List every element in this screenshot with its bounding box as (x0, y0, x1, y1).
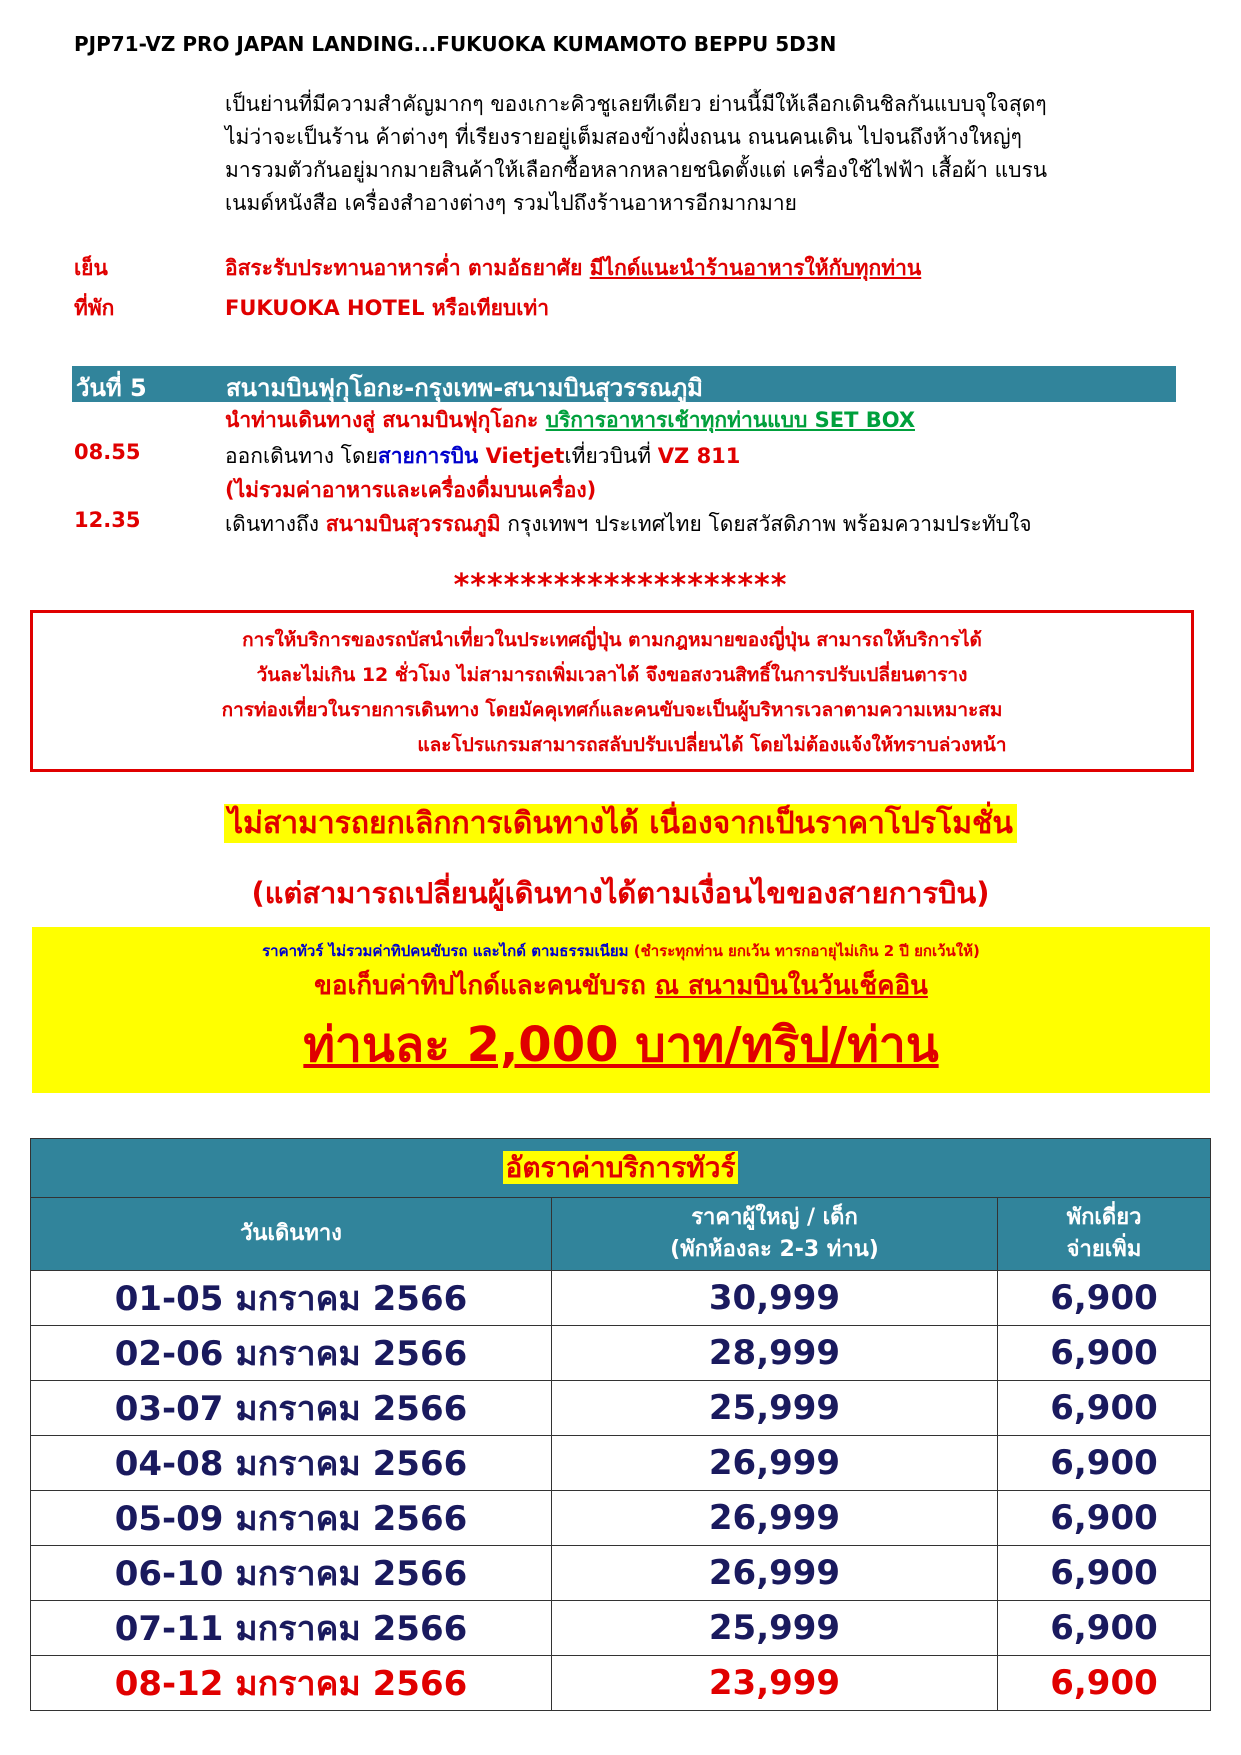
tip-collect (32, 965, 1210, 1006)
table-row (31, 1546, 1211, 1601)
col-header-single-1: พักเดี่ยว (1066, 1205, 1142, 1230)
row-price: 26,999 (552, 1546, 998, 1601)
day5-transfer-line (225, 404, 915, 437)
flight-text-a: ออกเดินทาง โดย (225, 444, 378, 468)
airline-label: สายการบิน (377, 444, 486, 468)
dinner-label: เย็น (74, 256, 108, 280)
tip-box (32, 927, 1210, 1093)
table-row-highlighted (31, 1656, 1211, 1711)
day5-number: วันที่ 5 (76, 374, 147, 402)
hotel-text: FUKUOKA HOTEL หรือเทียบเท่า (225, 296, 550, 320)
notice-line: การท่องเที่ยวในรายการเดินทาง โดยมัคคุเทศก์และคนขับจะเป็นผู้บริหารเวลาตามความเหมาะสม (221, 699, 1003, 721)
notice-line: และโปรแกรมสามารถสลับปรับเปลี่ยนได้ โดยไม่ต้องแจ้งให้ทราบล่วงหน้า (417, 734, 1007, 756)
row-price: 26,999 (552, 1491, 998, 1546)
row-date: 05-09 มกราคม 2566 (31, 1491, 552, 1546)
tip-amount: ท่านละ 2,000 บาท/ทริป/ท่าน (303, 1017, 939, 1073)
row-date: 06-10 มกราคม 2566 (31, 1546, 552, 1601)
arrive-time: 12.35 (74, 508, 141, 532)
change-policy: (แต่สามารถเปลี่ยนผู้เดินทางได้ตามเงื่อนไขของสายการบิน) (251, 876, 990, 910)
row-date: 02-06 มกราคม 2566 (31, 1326, 552, 1381)
stars-divider: ******************** (453, 568, 788, 603)
tip-note (32, 939, 1210, 963)
col-header-single-2: จ่ายเพิ่ม (1066, 1237, 1142, 1262)
hotel-label: ที่พัก (74, 296, 115, 320)
arrive-text-a: เดินทางถึง (225, 512, 326, 536)
price-table-title-text: อัตราค่าบริการทัวร์ (503, 1151, 739, 1184)
row-date: 08-12 มกราคม 2566 (31, 1656, 552, 1711)
row-single: 6,900 (998, 1491, 1211, 1546)
breakfast-text: บริการอาหารเช้าทุกท่านแบบ SET BOX (545, 408, 916, 432)
notice-line: การให้บริการของรถบัสนำเที่ยวในประเทศญี่ปุ่น ตามกฎหมายของญี่ปุ่น สามารถให้บริการได้ (242, 629, 982, 651)
row-single: 6,900 (998, 1381, 1211, 1436)
transfer-text: นำท่านเดินทางสู่ สนามบินฟุกุโอกะ (225, 408, 546, 432)
row-price: 30,999 (552, 1271, 998, 1326)
row-single: 6,900 (998, 1546, 1211, 1601)
table-row (31, 1326, 1211, 1381)
dinner-text-main: อิสระรับประทานอาหารค่ำ ตามอัธยาศัย (225, 256, 590, 280)
row-price: 26,999 (552, 1436, 998, 1491)
table-row (31, 1601, 1211, 1656)
row-price: 23,999 (552, 1656, 998, 1711)
row-date: 03-07 มกราคม 2566 (31, 1381, 552, 1436)
intro-line: ไม่ว่าจะเป็นร้าน ค้าต่างๆ ที่เรียงรายอยู่เต็มสองข้างฝั่งถนน ถนนคนเดิน ไปจนถึงห้างใหญ่ๆ (225, 125, 1022, 149)
col-header-price-2: (พักห้องละ 2-3 ท่าน) (670, 1237, 879, 1262)
document-header: PJP71-VZ PRO JAPAN LANDING...FUKUOKA KUMAMOTO BEPPU 5D3N (74, 32, 837, 56)
table-row (31, 1436, 1211, 1491)
notice-line: วันละไม่เกิน 12 ชั่วโมง ไม่สามารถเพิ่มเวลาได้ จึงขอสงวนสิทธิ์ในการปรับเปลี่ยนตาราง (256, 664, 968, 686)
tip-note-exception: (ชำระทุกท่าน ยกเว้น ทารกอายุไม่เกิน 2 ปี ยกเว้นให้) (633, 942, 980, 960)
day5-title: สนามบินฟุกุโอกะ-กรุงเทพ-สนามบินสุวรรณภูมิ (226, 374, 703, 402)
cancel-policy (0, 800, 1241, 847)
cancel-policy-text: ไม่สามารถยกเลิกการเดินทางได้ เนื่องจากเป็นราคาโปรโมชั่น (224, 804, 1017, 843)
row-price: 28,999 (552, 1326, 998, 1381)
day5-band (72, 366, 1176, 402)
arrive-line (225, 508, 1032, 541)
tip-collect-place: ณ สนามบินในวันเช็คอิน (654, 971, 928, 1001)
flight-number: VZ 811 (657, 444, 741, 468)
intro-line: เนมด์หนังสือ เครื่องสำอางต่างๆ รวมไปถึงร้านอาหารอีกมากมาย (225, 191, 797, 215)
row-price: 25,999 (552, 1381, 998, 1436)
table-row (31, 1381, 1211, 1436)
row-single: 6,900 (998, 1601, 1211, 1656)
dinner-text-guide: มีไกด์แนะนำร้านอาหารให้กับทุกท่าน (589, 256, 922, 280)
row-price: 25,999 (552, 1601, 998, 1656)
table-row (31, 1271, 1211, 1326)
intro-paragraph (225, 88, 1175, 220)
row-single: 6,900 (998, 1326, 1211, 1381)
airline-name: Vietjet (485, 444, 565, 468)
intro-line: เป็นย่านที่มีความสำคัญมากๆ ของเกาะคิวชูเลยทีเดียว ย่านนี้มีให้เลือกเดินชิลกันแบบจุใจสุดๆ (225, 92, 1047, 116)
intro-line: มารวมตัวกันอยู่มากมายสินค้าให้เลือกซื้อหลากหลายชนิดตั้งแต่ เครื่องใช้ไฟฟ้า เสื้อผ้า แบรน (225, 158, 1048, 182)
row-date: 07-11 มกราคม 2566 (31, 1601, 552, 1656)
col-header-price (552, 1198, 998, 1271)
arrive-text-b: กรุงเทพฯ ประเทศไทย โดยสวัสดิภาพ พร้อมความประทับใจ (500, 512, 1032, 536)
col-header-single (998, 1198, 1211, 1271)
bus-notice-box (30, 610, 1194, 772)
flight-text-b: เที่ยวบินที่ (564, 444, 658, 468)
row-single: 6,900 (998, 1271, 1211, 1326)
price-table (30, 1138, 1211, 1711)
row-single: 6,900 (998, 1436, 1211, 1491)
flight-line (225, 440, 740, 473)
tip-note-main: ราคาทัวร์ ไม่รวมค่าทิปคนขับรถ และไกด์ ตามธรรมเนียม (262, 942, 634, 960)
row-date: 01-05 มกราคม 2566 (31, 1271, 552, 1326)
arrive-airport: สนามบินสุวรรณภูมิ (325, 512, 501, 536)
tip-collect-text: ขอเก็บค่าทิปไกด์และคนขับรถ (314, 971, 655, 1001)
col-header-price-1: ราคาผู้ใหญ่ / เด็ก (691, 1205, 858, 1230)
price-table-title (31, 1139, 1211, 1198)
row-date: 04-08 มกราคม 2566 (31, 1436, 552, 1491)
row-single: 6,900 (998, 1656, 1211, 1711)
table-row (31, 1491, 1211, 1546)
col-header-date: วันเดินทาง (31, 1198, 552, 1271)
no-meal-note: (ไม่รวมค่าอาหารและเครื่องดื่มบนเครื่อง) (225, 478, 597, 502)
dinner-text (225, 252, 921, 285)
flight-time: 08.55 (74, 440, 141, 464)
